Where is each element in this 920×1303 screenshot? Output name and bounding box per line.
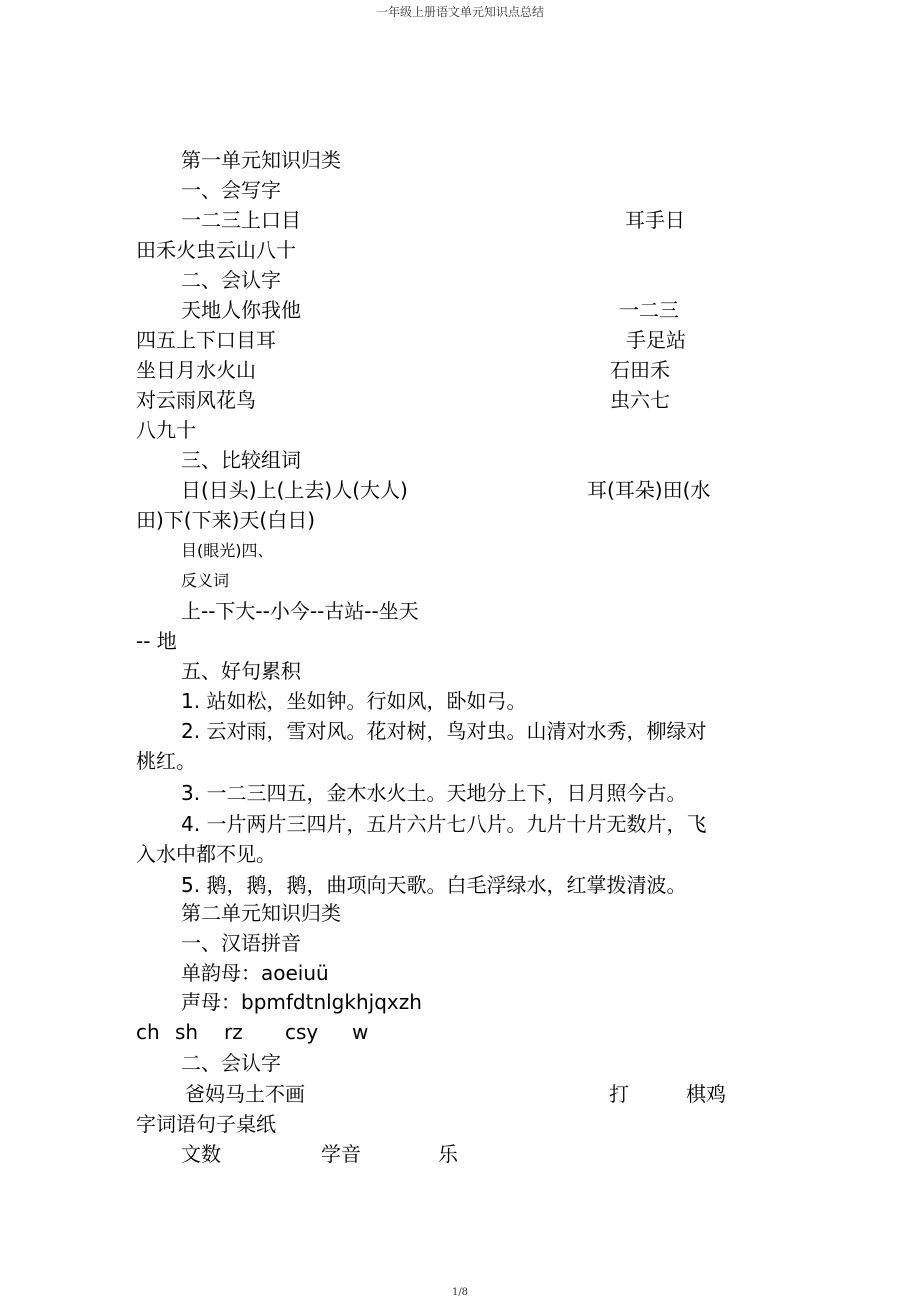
unit1-compare-row2: 田)下(下来)天(白日)	[136, 508, 316, 532]
unit1-sentence-5: 5. 鹅，鹅，鹅，曲项向天歌。白毛浮绿水，红掌拨清波。	[181, 873, 687, 897]
unit2-recognize-row1-left: 爸妈马土不画	[185, 1082, 305, 1106]
unit1-write-row1-left: 一二三上口目	[181, 208, 301, 232]
unit1-recognize-row2-right: 手足站	[626, 328, 686, 352]
unit2-initial-rz: rz	[224, 1020, 243, 1044]
unit2-initial-sh: sh	[175, 1020, 199, 1044]
unit1-antonyms-row2: -- 地	[136, 629, 177, 653]
unit1-antonyms-heading: 反义词	[181, 571, 230, 590]
unit2-pinyin-heading: 一、汉语拼音	[181, 931, 301, 955]
unit1-title: 第一单元知识归类	[181, 148, 341, 172]
unit1-sentence-4a: 4. 一片两片三四片，五片六片七八片。九片十片无数片，飞	[181, 812, 707, 836]
unit1-compare-row3: 目(眼光)四、	[181, 541, 274, 560]
unit1-recognize-row3-right: 石田禾	[610, 358, 670, 382]
unit1-recognize-row1-left: 天地人你我他	[181, 298, 301, 322]
unit2-recognize-heading: 二、会认字	[181, 1051, 281, 1075]
unit2-initials-row1: 声母：bpmfdtnlgkhjqxzh	[181, 990, 422, 1014]
unit1-write-heading: 一、会写字	[181, 178, 281, 202]
unit2-recognize-row3-word3: 乐	[438, 1142, 458, 1166]
unit1-sentence-2a: 2. 云对雨，雪对风。花对树，鸟对虫。山清对水秀，柳绿对	[181, 719, 707, 743]
unit2-initial-csy: csy	[285, 1020, 319, 1044]
unit2-recognize-row3-word1: 文数	[181, 1142, 221, 1166]
unit2-recognize-row2: 字词语句子桌纸	[136, 1112, 276, 1136]
unit2-initial-ch: ch	[136, 1020, 160, 1044]
unit1-recognize-row3-left: 坐日月水火山	[136, 358, 256, 382]
unit1-sentence-3: 3. 一二三四五，金木水火土。天地分上下，日月照今古。	[181, 781, 687, 805]
unit1-compare-row1-left: 日(日头)上(上去)人(大人)	[181, 478, 408, 502]
unit1-sentence-1: 1. 站如松，坐如钟。行如风，卧如弓。	[181, 689, 527, 713]
page-header: 一年级上册语文单元知识点总结	[375, 5, 544, 19]
unit2-recognize-row1-mid: 打	[609, 1082, 629, 1106]
unit2-initial-w: w	[352, 1020, 369, 1044]
unit2-title: 第二单元知识归类	[181, 901, 341, 925]
unit1-sentence-2b: 桃红。	[136, 749, 196, 773]
unit1-recognize-heading: 二、会认字	[181, 268, 281, 292]
unit1-write-row2: 田禾火虫云山八十	[136, 238, 296, 262]
unit1-compare-row1-right: 耳(耳朵)田(水	[587, 478, 711, 502]
unit1-recognize-row5: 八九十	[136, 418, 196, 442]
page-number: 1/8	[451, 1287, 469, 1298]
unit1-write-row1-right: 耳手日	[625, 208, 685, 232]
unit1-sentence-4b: 入水中都不见。	[136, 842, 276, 866]
unit1-compare-heading: 三、比较组词	[181, 448, 301, 472]
unit1-antonyms-row1: 上--下大--小今--古站--坐天	[181, 599, 419, 623]
unit1-recognize-row2-left: 四五上下口目耳	[136, 328, 276, 352]
unit2-recognize-row1-right: 棋鸡	[686, 1082, 726, 1106]
unit1-recognize-row4-left: 对云雨风花鸟	[136, 388, 256, 412]
unit1-sentences-heading: 五、好句累积	[181, 659, 301, 683]
unit1-recognize-row4-right: 虫六七	[610, 388, 670, 412]
unit2-vowels: 单韵母：aoeiuü	[181, 961, 329, 985]
unit2-recognize-row3-word2: 学音	[321, 1142, 361, 1166]
unit1-recognize-row1-right: 一二三	[619, 298, 679, 322]
